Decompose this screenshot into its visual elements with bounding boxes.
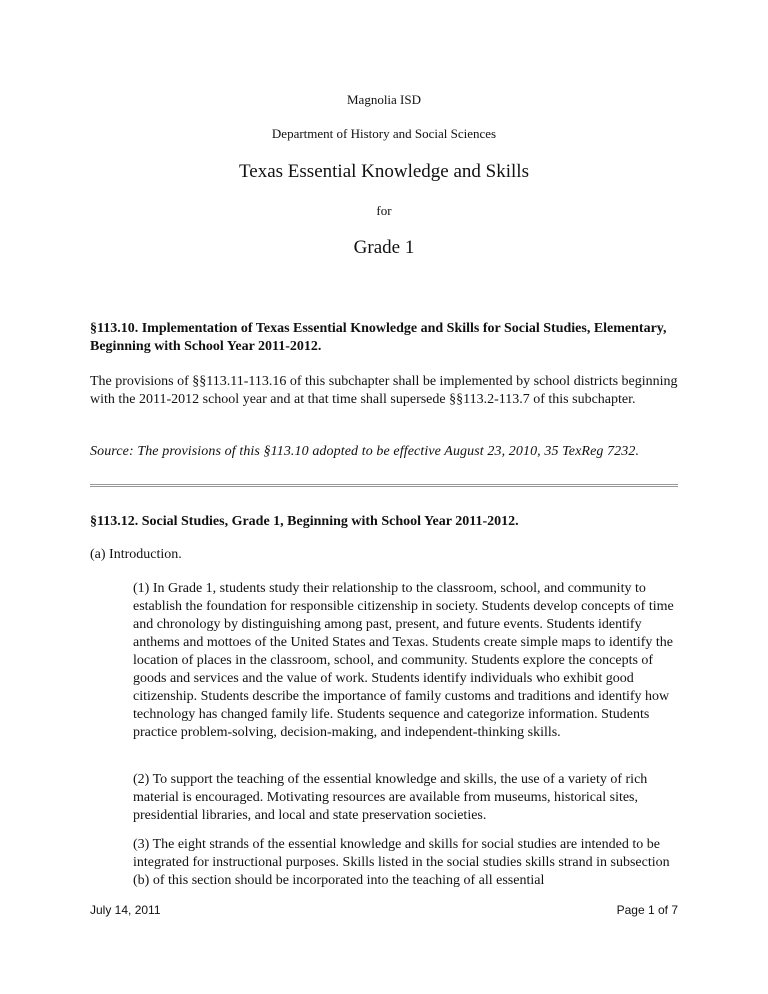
introduction-label: (a) Introduction. — [90, 547, 182, 562]
document-title: Texas Essential Knowledge and Skills — [239, 161, 529, 182]
department-name: Department of History and Social Sciences — [271, 126, 497, 141]
section-113-10-body: The provisions of §§113.11-113.16 of this subchapter shall be implemented by school districts beginning with the 2011-2012 school year and at that time shall supersede §§113.2-113.7 of this subchapter. — [90, 374, 678, 407]
footer-date: July 14, 2011 — [90, 903, 161, 917]
introduction-paragraph-1: (1) In Grade 1, students study their relationship to the classroom, school, and community to establish the foundation for responsible citizenship in society. Students develop concepts of time and chronology by distinguishing among past, present, and future events. Students identify anthems and mottoes of the United States and Texas. Students create simple maps to identify the location of places in the classroom, school, and community. Students explore the concepts of goods and services and the value of work. Students identify individuals who exhibit good citizenship. Students describe the importance of family customs and traditions and identify how technology has changed family life. Students sequence and categorize information. Students practice problem-solving, decision-making, and independent-thinking skills. — [133, 581, 674, 740]
section-divider — [90, 484, 678, 487]
footer-page-number: Page 1 of 7 — [616, 903, 678, 917]
district-name: Magnolia ISD — [346, 92, 422, 107]
introduction-paragraph-3: (3) The eight strands of the essential knowledge and skills for social studies are intended to be integrated for instructional purposes. Skills listed in the social studies skills strand in subsection (b) of this section should be incorporated into the teaching of all essential — [133, 837, 670, 888]
section-113-12-heading: §113.12. Social Studies, Grade 1, Beginning with School Year 2011-2012. — [90, 514, 519, 529]
section-113-10-heading: §113.10. Implementation of Texas Essential Knowledge and Skills for Social Studies, Elementary, Beginning with School Year 2011-2012. — [90, 321, 667, 354]
grade-title: Grade 1 — [353, 237, 415, 258]
title-for: for — [376, 203, 392, 218]
introduction-paragraph-2: (2) To support the teaching of the essential knowledge and skills, the use of a variety of rich material is encouraged. Motivating resources are available from museums, historical sites, presidential libraries, and local and state preservation societies. — [133, 772, 648, 823]
section-113-10-source: Source: The provisions of this §113.10 adopted to be effective August 23, 2010, 35 TexReg 7232. — [90, 444, 640, 459]
